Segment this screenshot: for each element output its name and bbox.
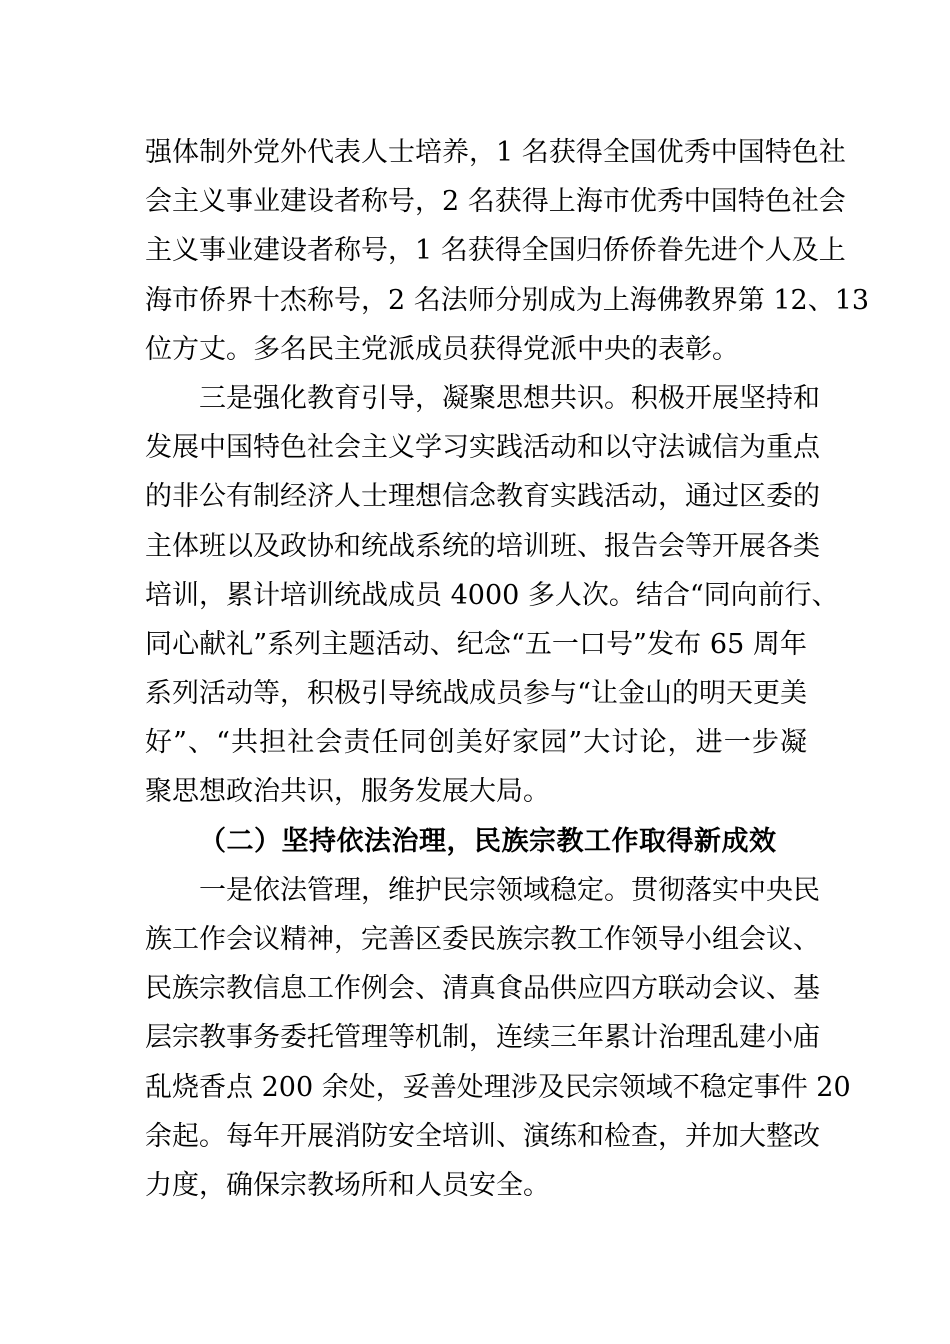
text-line: 同心献礼”系列主题活动、纪念“五一口号”发布 65 周年: [145, 628, 807, 660]
text-line: 强体制外党外代表人士培养，1 名获得全国优秀中国特色社: [145, 137, 846, 168]
text-line: 乱烧香点 200 余处，妥善处理涉及民宗领域不稳定事件 20: [145, 1071, 851, 1103]
text-line: 培训，累计培训统战成员 4000 多人次。结合“同向前行、: [145, 579, 839, 611]
text-line: 海市侨界十杰称号，2 名法师分别成为上海佛教界第 12、13: [145, 284, 870, 316]
text-line: 好”、“共担社会责任同创美好家园”大讨论，进一步凝: [145, 727, 807, 759]
text-line: 聚思想政治共识，服务发展大局。: [145, 776, 550, 808]
text-line: 会主义事业建设者称号，2 名获得上海市优秀中国特色社会: [145, 186, 846, 218]
text-line: 余起。每年开展消防安全培训、演练和检查，并加大整改: [145, 1120, 820, 1152]
text-line: 系列活动等，积极引导统战成员参与“让金山的明天更美: [145, 678, 807, 710]
paragraph-first-line: 三是强化教育引导，凝聚思想共识。积极开展坚持和: [199, 382, 820, 414]
text-line: 层宗教事务委托管理等机制，连续三年累计治理乱建小庙: [145, 1022, 820, 1054]
text-line: 主体班以及政协和统战系统的培训班、报告会等开展各类: [145, 530, 820, 562]
text-line: 族工作会议精神，完善区委民族宗教工作领导小组会议、: [145, 924, 820, 955]
paragraph-first-line: 一是依法管理，维护民宗领域稳定。贯彻落实中央民: [199, 874, 820, 906]
text-line: 的非公有制经济人士理想信念教育实践活动，通过区委的: [145, 481, 820, 513]
text-line: 民族宗教信息工作例会、清真食品供应四方联动会议、基: [145, 973, 820, 1005]
body-text: [145, 128, 870, 1210]
text-line: 位方丈。多名民主党派成员获得党派中央的表彰。: [145, 333, 739, 365]
text-line: 力度，确保宗教场所和人员安全。: [145, 1169, 550, 1201]
text-line: 主义事业建设者称号，1 名获得全国归侨侨眷先进个人及上: [145, 235, 846, 267]
text-line: 发展中国特色社会主义学习实践活动和以守法诚信为重点: [145, 432, 820, 464]
section-heading: （二）坚持依法治理，民族宗教工作取得新成效: [199, 825, 777, 857]
